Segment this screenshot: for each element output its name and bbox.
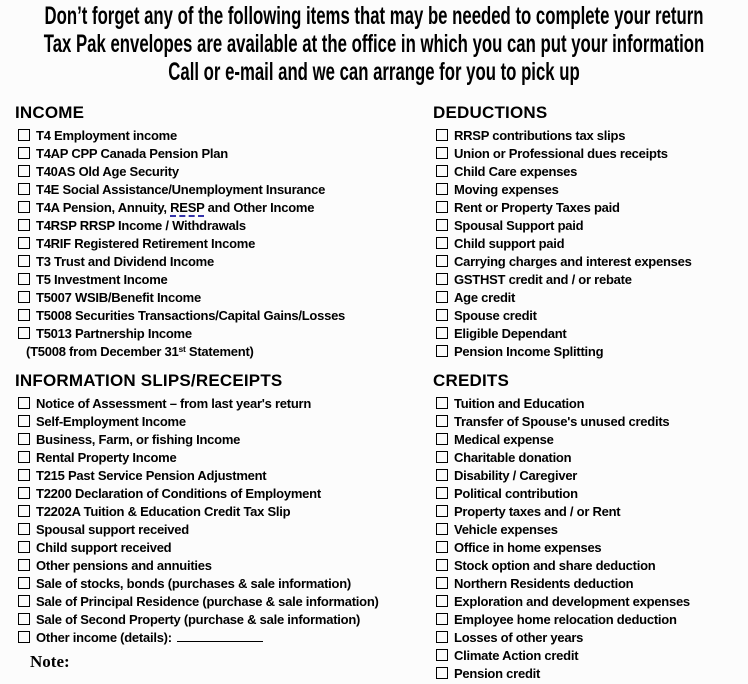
checkbox[interactable] bbox=[436, 397, 448, 409]
checklist-item bbox=[433, 484, 745, 502]
item-label: Climate Action credit bbox=[454, 647, 579, 663]
checklist-item bbox=[433, 234, 745, 252]
checklist-item bbox=[433, 270, 745, 288]
checkbox[interactable] bbox=[18, 273, 30, 285]
item-label: Rent or Property Taxes paid bbox=[454, 199, 620, 215]
item-label: GSTHST credit and / or rebate bbox=[454, 271, 632, 287]
item-label: Spousal support received bbox=[36, 521, 189, 537]
checklist-item bbox=[433, 306, 745, 324]
checklist-item bbox=[433, 664, 745, 682]
item-label: Charitable donation bbox=[454, 449, 572, 465]
checklist-item bbox=[15, 270, 427, 288]
checkbox[interactable] bbox=[18, 397, 30, 409]
fill-in-blank-line[interactable] bbox=[177, 640, 263, 642]
item-label: Medical expense bbox=[454, 431, 554, 447]
checkbox[interactable] bbox=[18, 183, 30, 195]
item-label: T4A Pension, Annuity, RESP and Other Income bbox=[36, 199, 315, 215]
checklist-item bbox=[433, 144, 745, 162]
item-label: Child Care expenses bbox=[454, 163, 578, 179]
checkbox[interactable] bbox=[18, 451, 30, 463]
checkbox[interactable] bbox=[18, 237, 30, 249]
item-label: T5007 WSIB/Benefit Income bbox=[36, 289, 201, 305]
item-label: Spousal Support paid bbox=[454, 217, 584, 233]
checklist-item bbox=[15, 520, 427, 538]
checkbox[interactable] bbox=[18, 201, 30, 213]
checkbox[interactable] bbox=[436, 451, 448, 463]
checkbox[interactable] bbox=[436, 631, 448, 643]
checklist-item bbox=[433, 574, 745, 592]
header-line-2: Tax Pak envelopes are available at the office in which you can put your information bbox=[43, 30, 705, 58]
item-label: T4AP CPP Canada Pension Plan bbox=[36, 145, 228, 161]
item-label: Moving expenses bbox=[454, 181, 559, 197]
section-title: DEDUCTIONS bbox=[433, 103, 548, 122]
checkbox[interactable] bbox=[436, 433, 448, 445]
checklist-item bbox=[15, 144, 427, 162]
item-label: Losses of other years bbox=[454, 629, 584, 645]
item-label: Political contribution bbox=[454, 485, 578, 501]
checkbox[interactable] bbox=[436, 487, 448, 499]
checkbox[interactable] bbox=[436, 667, 448, 679]
item-label: Disability / Caregiver bbox=[454, 467, 578, 483]
item-label: RRSP contributions tax slips bbox=[454, 127, 626, 143]
checkbox[interactable] bbox=[18, 559, 30, 571]
item-label: Other income (details): bbox=[36, 629, 172, 645]
checklist-item bbox=[433, 180, 745, 198]
item-label: Sale of Principal Residence (purchase & sale information) bbox=[36, 593, 379, 609]
header-line-3: Call or e-mail and we can arrange for you to pick up bbox=[168, 58, 580, 86]
item-label: Spouse credit bbox=[454, 307, 537, 323]
section-information-slips bbox=[15, 371, 427, 646]
checklist-item bbox=[433, 502, 745, 520]
information-slips-checklist bbox=[15, 394, 427, 646]
checkbox[interactable] bbox=[436, 201, 448, 213]
item-label: Property taxes and / or Rent bbox=[454, 503, 621, 519]
checkbox[interactable] bbox=[18, 147, 30, 159]
checklist-item bbox=[15, 198, 427, 216]
section-deductions bbox=[433, 103, 745, 360]
item-label: T5008 Securities Transactions/Capital Gains/Losses bbox=[36, 307, 346, 323]
checkbox[interactable] bbox=[18, 613, 30, 625]
item-label: Tuition and Education bbox=[454, 395, 585, 411]
item-label: T4RSP RRSP Income / Withdrawals bbox=[36, 217, 246, 233]
section-title: INCOME bbox=[15, 103, 85, 122]
item-label: Carrying charges and interest expenses bbox=[454, 253, 692, 269]
checklist-item bbox=[433, 628, 745, 646]
item-label: T215 Past Service Pension Adjustment bbox=[36, 467, 267, 483]
item-label: Rental Property Income bbox=[36, 449, 177, 465]
checklist-item bbox=[15, 288, 427, 306]
checklist-item bbox=[433, 198, 745, 216]
item-label: Age credit bbox=[454, 289, 516, 305]
checklist-item bbox=[15, 306, 427, 324]
checkbox[interactable] bbox=[18, 577, 30, 589]
item-label: (T5008 from December 31st Statement) bbox=[26, 343, 254, 359]
checkbox[interactable] bbox=[436, 291, 448, 303]
checklist-item bbox=[433, 394, 745, 412]
item-label: Sale of stocks, bonds (purchases & sale information) bbox=[36, 575, 351, 591]
checkbox[interactable] bbox=[436, 237, 448, 249]
checkbox[interactable] bbox=[18, 541, 30, 553]
deductions-checklist bbox=[433, 126, 745, 360]
checklist-item bbox=[433, 538, 745, 556]
checkbox[interactable] bbox=[18, 505, 30, 517]
checkbox[interactable] bbox=[436, 273, 448, 285]
checklist-item bbox=[433, 162, 745, 180]
item-label: T5 Investment Income bbox=[36, 271, 168, 287]
item-label: Child support received bbox=[36, 539, 172, 555]
checklist-item bbox=[15, 466, 427, 484]
checkbox[interactable] bbox=[18, 309, 30, 321]
checklist-item bbox=[433, 126, 745, 144]
checklist-item bbox=[15, 234, 427, 252]
item-label: T40AS Old Age Security bbox=[36, 163, 179, 179]
credits-checklist bbox=[433, 394, 745, 682]
checkbox[interactable] bbox=[436, 595, 448, 607]
item-label: Business, Farm, or fishing Income bbox=[36, 431, 241, 447]
checkbox[interactable] bbox=[18, 523, 30, 535]
section-income bbox=[15, 103, 427, 360]
item-label: Transfer of Spouse's unused credits bbox=[454, 413, 670, 429]
checkbox[interactable] bbox=[18, 469, 30, 481]
item-label: Vehicle expenses bbox=[454, 521, 558, 537]
item-label: T4RIF Registered Retirement Income bbox=[36, 235, 256, 251]
checklist-item bbox=[433, 216, 745, 234]
item-label: T3 Trust and Dividend Income bbox=[36, 253, 214, 269]
checkbox[interactable] bbox=[436, 147, 448, 159]
checklist-item bbox=[433, 448, 745, 466]
checklist-item bbox=[433, 430, 745, 448]
checkbox[interactable] bbox=[18, 433, 30, 445]
checklist-item bbox=[15, 538, 427, 556]
checkbox[interactable] bbox=[436, 559, 448, 571]
checklist-item bbox=[15, 502, 427, 520]
checklist-item bbox=[433, 556, 745, 574]
checklist-item bbox=[433, 412, 745, 430]
item-label: Employee home relocation deduction bbox=[454, 611, 677, 627]
income-checklist bbox=[15, 126, 427, 360]
checklist-item bbox=[433, 252, 745, 270]
checklist-item bbox=[15, 216, 427, 234]
checkbox[interactable] bbox=[18, 165, 30, 177]
checklist-item bbox=[15, 324, 427, 342]
checkbox[interactable] bbox=[436, 649, 448, 661]
checkbox[interactable] bbox=[18, 129, 30, 141]
item-label: Stock option and share deduction bbox=[454, 557, 656, 573]
checklist-item bbox=[15, 448, 427, 466]
checklist-item bbox=[433, 324, 745, 342]
checkbox[interactable] bbox=[436, 415, 448, 427]
checkbox[interactable] bbox=[436, 523, 448, 535]
checklist-item bbox=[433, 288, 745, 306]
item-label: Eligible Dependant bbox=[454, 325, 567, 341]
checkbox[interactable] bbox=[18, 487, 30, 499]
checkbox[interactable] bbox=[436, 345, 448, 357]
checkbox[interactable] bbox=[436, 613, 448, 625]
checklist-item bbox=[15, 412, 427, 430]
item-label: Notice of Assessment – from last year's return bbox=[36, 395, 312, 411]
checklist-item bbox=[433, 342, 745, 360]
checklist-item bbox=[433, 610, 745, 628]
checklist-item bbox=[15, 394, 427, 412]
checkbox[interactable] bbox=[18, 631, 30, 643]
checkbox[interactable] bbox=[436, 165, 448, 177]
section-title: CREDITS bbox=[433, 371, 510, 390]
note-label: Note: bbox=[30, 652, 70, 671]
checkbox[interactable] bbox=[436, 505, 448, 517]
checkbox[interactable] bbox=[18, 219, 30, 231]
checklist-item bbox=[15, 126, 427, 144]
checklist-item bbox=[15, 162, 427, 180]
checkbox[interactable] bbox=[18, 595, 30, 607]
superscript-text: st bbox=[178, 343, 186, 354]
item-label: Northern Residents deduction bbox=[454, 575, 634, 591]
item-label: Office in home expenses bbox=[454, 539, 602, 555]
item-label: Sale of Second Property (purchase & sale information) bbox=[36, 611, 361, 627]
checkbox[interactable] bbox=[436, 309, 448, 321]
header-line-1: Don’t forget any of the following items that may be needed to complete your return bbox=[44, 2, 704, 30]
checkbox[interactable] bbox=[436, 183, 448, 195]
item-label: T2200 Declaration of Conditions of Employment bbox=[36, 485, 321, 501]
checklist-item bbox=[15, 574, 427, 592]
checkbox[interactable] bbox=[436, 129, 448, 141]
checklist-item bbox=[15, 628, 427, 646]
item-label: Exploration and development expenses bbox=[454, 593, 690, 609]
continuation-line bbox=[15, 342, 427, 360]
section-title: INFORMATION SLIPS/RECEIPTS bbox=[15, 371, 283, 390]
checkbox[interactable] bbox=[436, 219, 448, 231]
item-label: Union or Professional dues receipts bbox=[454, 145, 668, 161]
item-label: T4E Social Assistance/Unemployment Insurance bbox=[36, 181, 326, 197]
spellcheck-underlined-text: RESP bbox=[170, 199, 205, 215]
checkbox[interactable] bbox=[436, 255, 448, 267]
item-label: Child support paid bbox=[454, 235, 565, 251]
checklist-item bbox=[15, 592, 427, 610]
item-label: Other pensions and annuities bbox=[36, 557, 212, 573]
item-label: Pension Income Splitting bbox=[454, 343, 604, 359]
item-label: T2202A Tuition & Education Credit Tax Slip bbox=[36, 503, 291, 519]
checkbox[interactable] bbox=[436, 469, 448, 481]
checklist-item bbox=[433, 520, 745, 538]
checkbox[interactable] bbox=[18, 327, 30, 339]
checkbox[interactable] bbox=[18, 415, 30, 427]
section-credits bbox=[433, 371, 745, 682]
checklist-item bbox=[15, 484, 427, 502]
checklist-item bbox=[433, 646, 745, 664]
checklist-item bbox=[15, 180, 427, 198]
checkbox[interactable] bbox=[436, 327, 448, 339]
item-label: T5013 Partnership Income bbox=[36, 325, 192, 341]
item-label: Self-Employment Income bbox=[36, 413, 186, 429]
item-label: T4 Employment income bbox=[36, 127, 177, 143]
checkbox[interactable] bbox=[18, 255, 30, 267]
checklist-item bbox=[15, 252, 427, 270]
checklist-item bbox=[15, 556, 427, 574]
checklist-item bbox=[433, 592, 745, 610]
checkbox[interactable] bbox=[18, 291, 30, 303]
checkbox[interactable] bbox=[436, 541, 448, 553]
checklist-item bbox=[433, 466, 745, 484]
checkbox[interactable] bbox=[436, 577, 448, 589]
item-label: Pension credit bbox=[454, 665, 541, 681]
checklist-item bbox=[15, 430, 427, 448]
checklist-item bbox=[15, 610, 427, 628]
